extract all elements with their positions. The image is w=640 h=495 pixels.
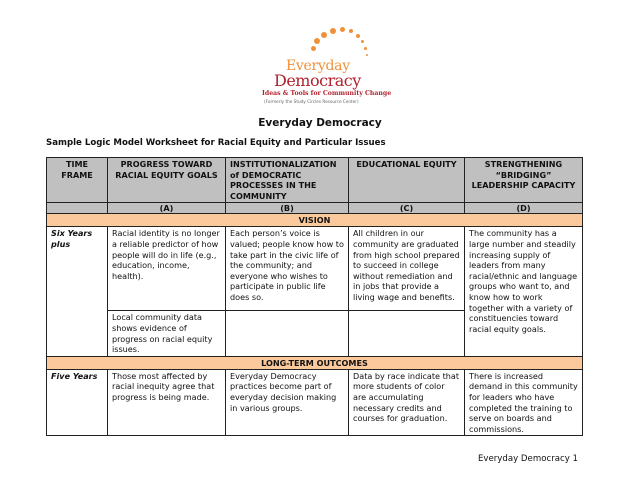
letter-c: (C) — [349, 203, 465, 214]
cell-a: Local community data shows evidence of progress on racial equity issues. — [108, 311, 226, 356]
section-label-vision: VISION — [47, 214, 583, 227]
cell-c: Data by race indicate that more students of color are accumulating necessary credits and courses for graduation. — [349, 369, 465, 436]
logo-dot-icon — [361, 40, 364, 43]
logo-dot-icon — [311, 46, 316, 51]
section-row-vision — [47, 214, 583, 227]
cell-c — [349, 311, 465, 356]
letter-blank — [47, 203, 108, 214]
column-letter-row — [47, 203, 583, 214]
section-row-long-term-outcomes — [47, 356, 583, 369]
logo-dot-icon — [356, 34, 360, 38]
logo-dot-icon — [364, 47, 367, 50]
cell-a: Those most affected by racial inequity agree that progress is being made. — [108, 369, 226, 436]
cell-a: Racial identity is no longer a reliable predictor of how people will do in life (e.g., education, income, health). — [108, 227, 226, 311]
logo-formerly-text: (Formerly the Study Circles Resource Center) — [264, 99, 359, 104]
header-row — [47, 158, 583, 203]
header-educational-equity: EDUCATIONAL EQUITY — [349, 158, 465, 203]
section-label-long-term-outcomes: LONG-TERM OUTCOMES — [47, 356, 583, 369]
header-time-frame: TIME FRAME — [47, 158, 108, 203]
header-institutionalization: INSTITUTIONALIZATION of DEMOCRATIC PROCESSES IN THE COMMUNITY — [226, 158, 349, 203]
logo-dot-icon — [349, 29, 353, 33]
everyday-democracy-logo — [262, 26, 398, 106]
worksheet-subtitle: Sample Logic Model Worksheet for Racial Equity and Particular Issues — [46, 138, 386, 148]
letter-b: (B) — [226, 203, 349, 214]
letter-a: (A) — [108, 203, 226, 214]
header-progress-toward-racial-equity: PROGRESS TOWARD RACIAL EQUITY GOALS — [108, 158, 226, 203]
logo-tagline: Ideas & Tools for Community Change — [262, 90, 392, 97]
logo-dot-icon — [321, 32, 327, 38]
logic-model-table — [46, 157, 583, 436]
logo-word-democracy: Democracy — [274, 71, 361, 90]
logo-dot-icon — [314, 38, 320, 44]
logo-word-everyday: Everyday — [286, 58, 350, 74]
cell-b: Each person’s voice is valued; people know how to take part in the civic life of the community; and everyone who wishes to participate in public life does so. — [226, 227, 349, 311]
time-frame-cell: Six Years plus — [47, 227, 108, 356]
cell-b — [226, 311, 349, 356]
logo-dot-icon — [330, 28, 336, 34]
cell-d: There is increased demand in this community for leaders who have completed the training to serve on boards and commissions. — [465, 369, 583, 436]
cell-d: The community has a large number and steadily increasing supply of leaders from many racial/ethnic and language groups who want to, and know how to work together with a variety of constituencies toward racial equity goals. — [465, 227, 583, 356]
logo-dot-icon — [366, 54, 368, 56]
time-frame-cell: Five Years — [47, 369, 108, 436]
letter-d: (D) — [465, 203, 583, 214]
header-bridging-leadership: STRENGTHENING “BRIDGING” LEADERSHIP CAPACITY — [465, 158, 583, 203]
table-row — [47, 227, 583, 311]
page-footer: Everyday Democracy 1 — [477, 454, 578, 464]
logo-dot-icon — [340, 27, 345, 32]
document-title: Everyday Democracy — [258, 117, 382, 129]
cell-b: Everyday Democracy practices become part of everyday decision making in various groups. — [226, 369, 349, 436]
cell-c: All children in our community are graduated from high school prepared to succeed in college without remediation and in jobs that provide a living wage and benefits. — [349, 227, 465, 311]
table-row — [47, 369, 583, 436]
